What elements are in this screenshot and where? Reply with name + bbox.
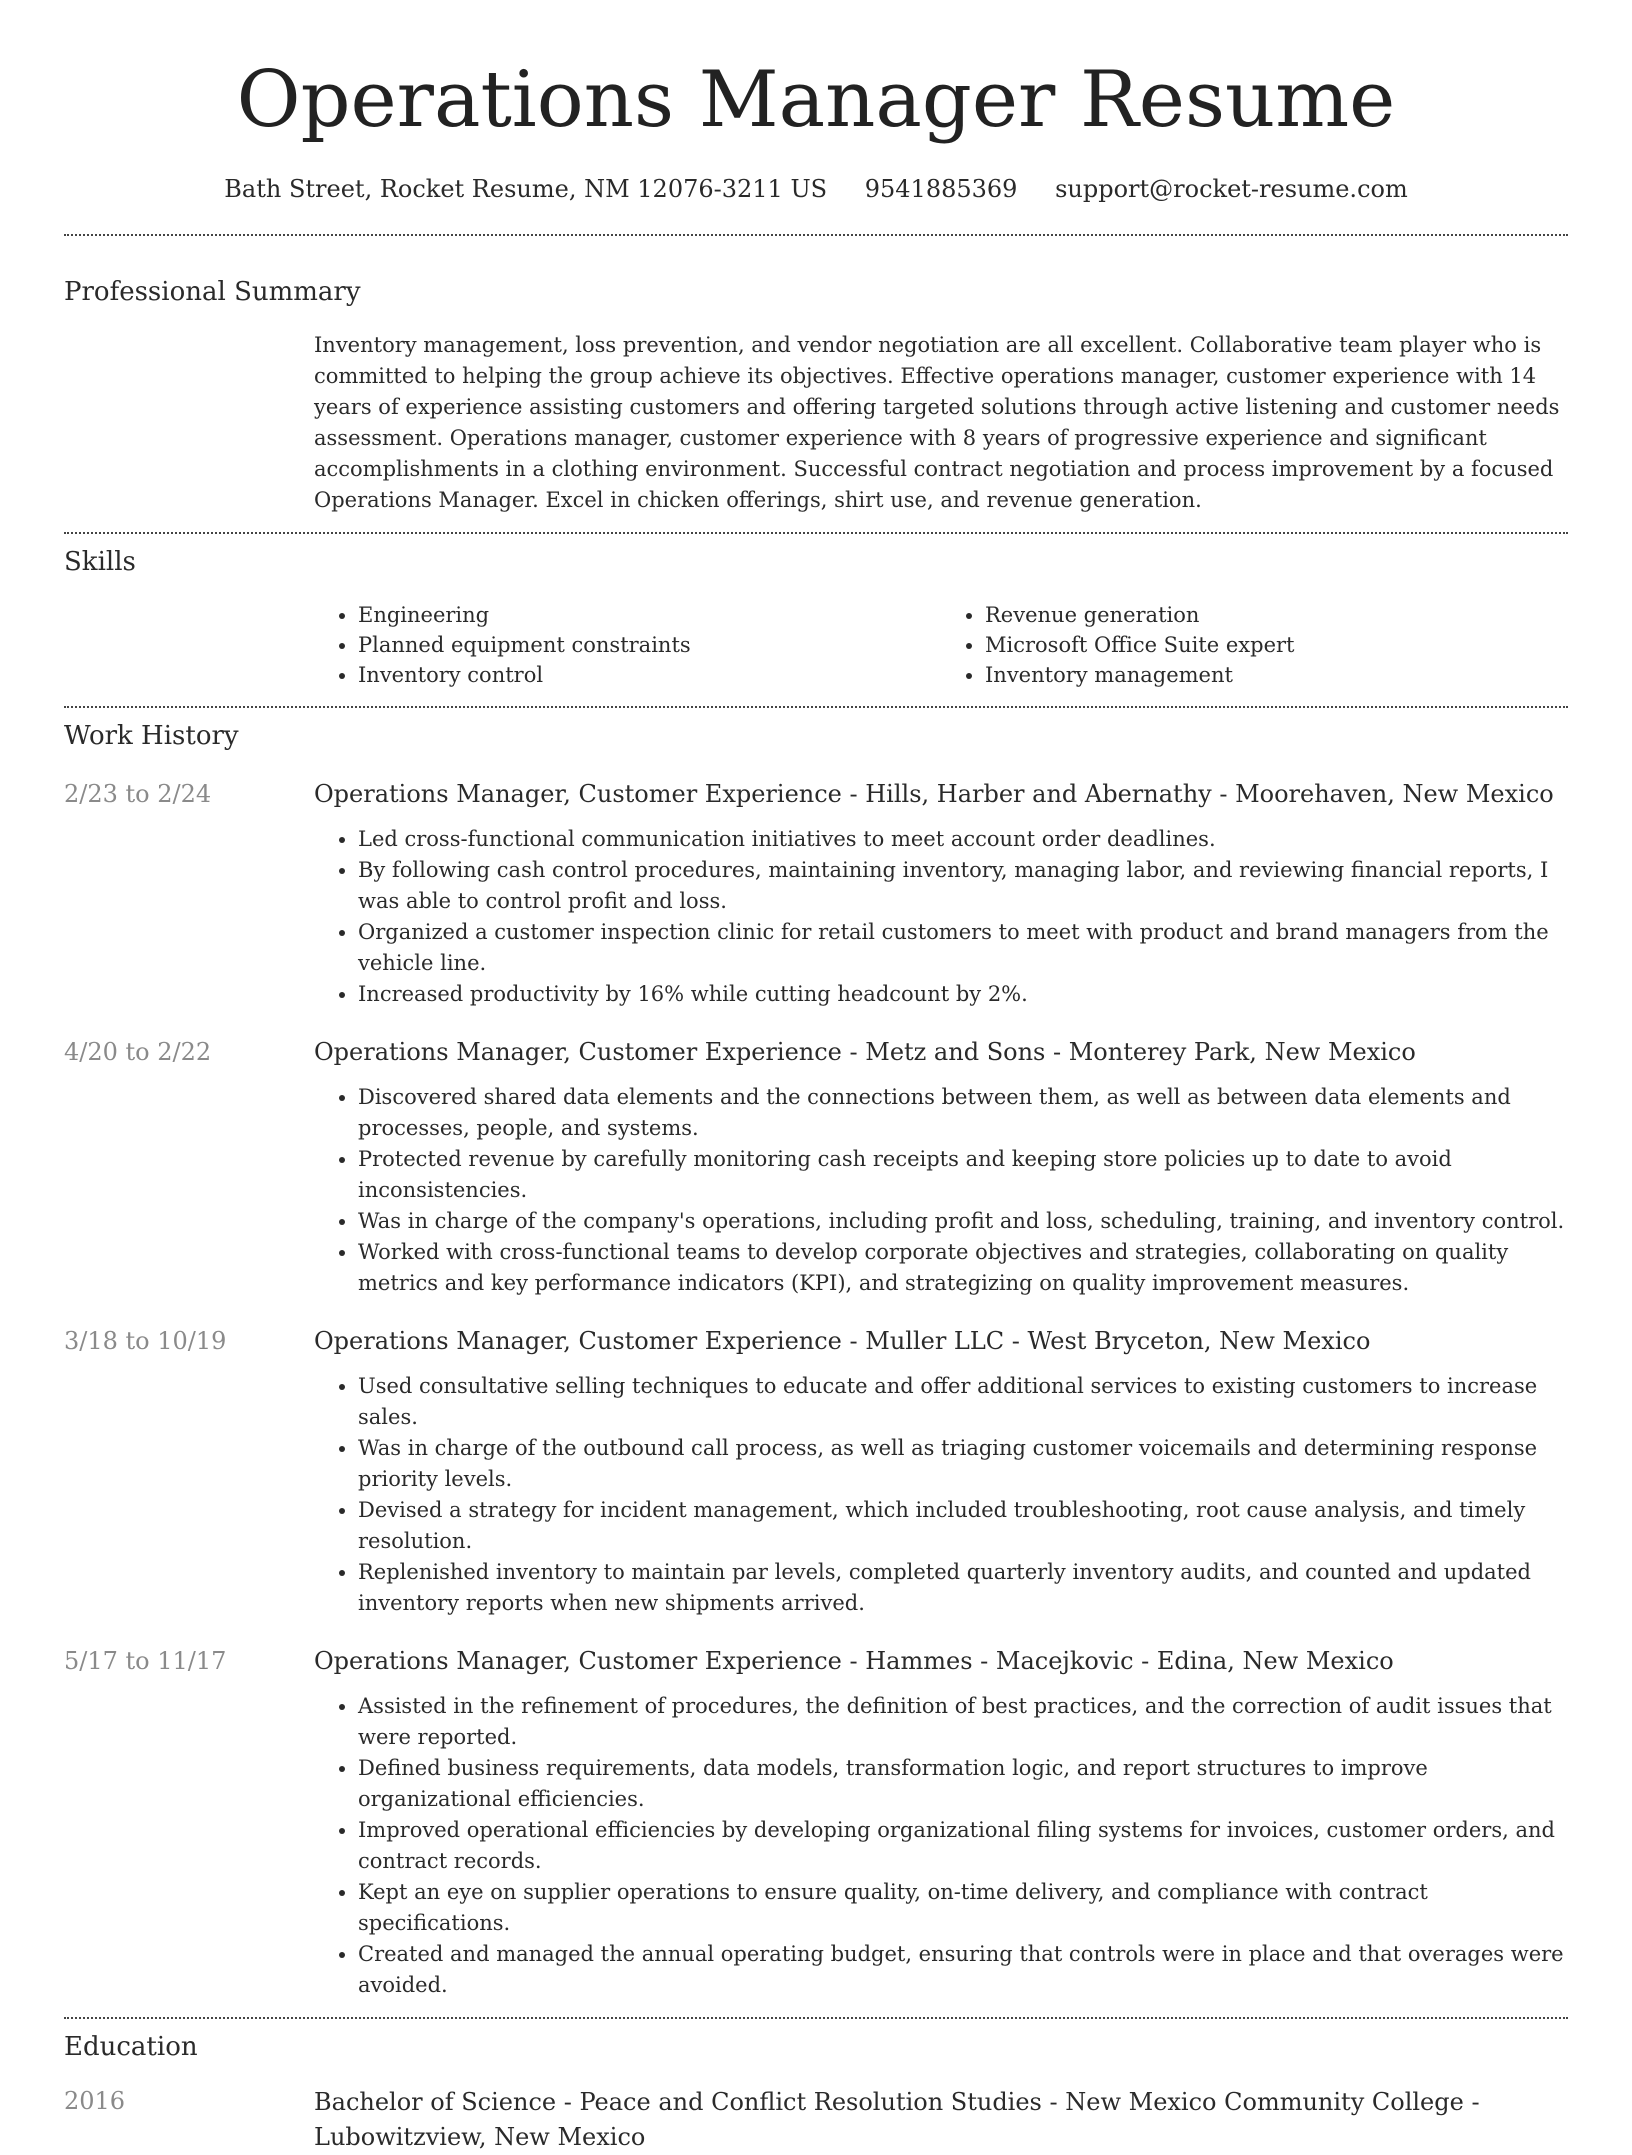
job-bullet: • Replenished inventory to maintain par levels, completed quarterly inventory audits, and counted and updated inventory reports when new shipments arrived. [358,1557,1568,1619]
resume-title: Operations Manager Resume [236,55,1396,145]
job-body [314,1645,1568,2001]
skill-item: • Revenue generation [985,600,1568,630]
section-title-work-history: Work History [64,721,239,751]
job-title: Operations Manager, Customer Experience - Hammes - Macejkovic - Edina, New Mexico [314,1647,1394,1675]
job-bullet: • Kept an eye on supplier operations to ensure quality, on-time delivery, and compliance with contract specifications. [358,1877,1568,1939]
skill-item: • Planned equipment constraints [358,630,941,660]
job-entry [64,1036,1568,1299]
job-bullets [314,1082,1568,1299]
job-title: Operations Manager, Customer Experience - Muller LLC - West Bryceton, New Mexico [314,1327,1371,1355]
job-entry [64,1645,1568,2001]
skills-column-left [314,600,941,690]
job-bullet: • Discovered shared data elements and the connections between them, as well as between data elements and processes, people, and systems. [358,1082,1568,1144]
contact-address: Bath Street, Rocket Resume, NM 12076-3211 US [224,175,828,203]
job-date: 2/23 to 2/24 [64,780,212,808]
job-bullet: • Was in charge of the company's operations, including profit and loss, scheduling, training, and inventory control. [358,1206,1568,1237]
job-bullet: • Organized a customer inspection clinic for retail customers to meet with product and brand managers from the vehicle line. [358,917,1568,979]
skills-section [64,546,1568,690]
job-bullet: • Was in charge of the outbound call process, as well as triaging customer voicemails and determining response priority levels. [358,1433,1568,1495]
skills-grid [314,600,1568,690]
education-entry [64,2085,1568,2155]
section-title-summary: Professional Summary [64,277,361,307]
job-bullet: • Worked with cross-functional teams to develop corporate objectives and strategies, collaborating on quality metrics and key performance indicators (KPI), and strategizing on quality improvement measures. [358,1237,1568,1299]
divider [64,532,1568,534]
section-title-education: Education [64,2032,198,2062]
section-title-skills: Skills [64,547,136,577]
divider [64,2017,1568,2019]
education-section [64,2031,1568,2155]
skill-item: • Inventory management [985,660,1568,690]
divider [64,234,1568,236]
education-degree: Bachelor of Science - Peace and Conflict Resolution Studies - New Mexico Community College - Lubowitzview, New Mexico [314,2088,1480,2151]
job-date: 5/17 to 11/17 [64,1647,227,1675]
education-body [314,2085,1568,2155]
skill-item: • Engineering [358,600,941,630]
job-body [314,778,1568,1010]
job-bullets [314,824,1568,1010]
education-year: 2016 [64,2087,126,2115]
job-bullets [314,1691,1568,2001]
job-title: Operations Manager, Customer Experience - Hills, Harber and Abernathy - Moorehaven, New Mexico [314,780,1554,808]
job-body [314,1036,1568,1299]
job-title: Operations Manager, Customer Experience - Metz and Sons - Monterey Park, New Mexico [314,1038,1416,1066]
job-bullet: • Protected revenue by carefully monitoring cash receipts and keeping store policies up to date to avoid inconsistencies. [358,1144,1568,1206]
job-date: 4/20 to 2/22 [64,1038,212,1066]
divider [64,706,1568,708]
skills-column-right [941,600,1568,690]
job-bullet: • Defined business requirements, data models, transformation logic, and report structures to improve organizational efficiencies. [358,1753,1568,1815]
job-bullet: • Improved operational efficiencies by developing organizational filing systems for invoices, customer orders, and contract records. [358,1815,1568,1877]
contact-email: support@rocket-resume.com [1055,175,1408,203]
job-entry [64,1325,1568,1619]
job-bullet: • Led cross-functional communication initiatives to meet account order deadlines. [358,824,1568,855]
job-bullet: • Assisted in the refinement of procedures, the definition of best practices, and the correction of audit issues that were reported. [358,1691,1568,1753]
job-bullets [314,1371,1568,1619]
contact-phone: 9541885369 [864,175,1018,203]
summary-text: Inventory management, loss prevention, and vendor negotiation are all excellent. Collaborative team player who is committed to helping the group achieve its objectives. Effective operations manager, customer experience with 14 years of experience assisting customers and offering targeted solutions through active listening and customer needs assessment. Operations manager, customer experience with 8 years of progressive experience and significant accomplishments in a clothing environment. Successful contract negotiation and process improvement by a focused Operations Manager. Excel in chicken offerings, shirt use, and revenue generation. [314,333,1560,512]
skill-item: • Microsoft Office Suite expert [985,630,1568,660]
job-bullet: • Devised a strategy for incident management, which included troubleshooting, root cause analysis, and timely resolution. [358,1495,1568,1557]
job-bullet: • Increased productivity by 16% while cutting headcount by 2%. [358,979,1568,1010]
work-history-section [64,720,1568,2001]
skill-item: • Inventory control [358,660,941,690]
job-body [314,1325,1568,1619]
job-date: 3/18 to 10/19 [64,1327,227,1355]
job-bullet: • By following cash control procedures, maintaining inventory, managing labor, and reviewing financial reports, I was able to control profit and loss. [358,855,1568,917]
summary-section [64,276,1568,516]
contact-line [64,174,1568,204]
job-bullet: • Created and managed the annual operating budget, ensuring that controls were in place and that overages were avoided. [358,1939,1568,2001]
job-bullet: • Used consultative selling techniques to educate and offer additional services to existing customers to increase sales. [358,1371,1568,1433]
job-entry [64,778,1568,1010]
